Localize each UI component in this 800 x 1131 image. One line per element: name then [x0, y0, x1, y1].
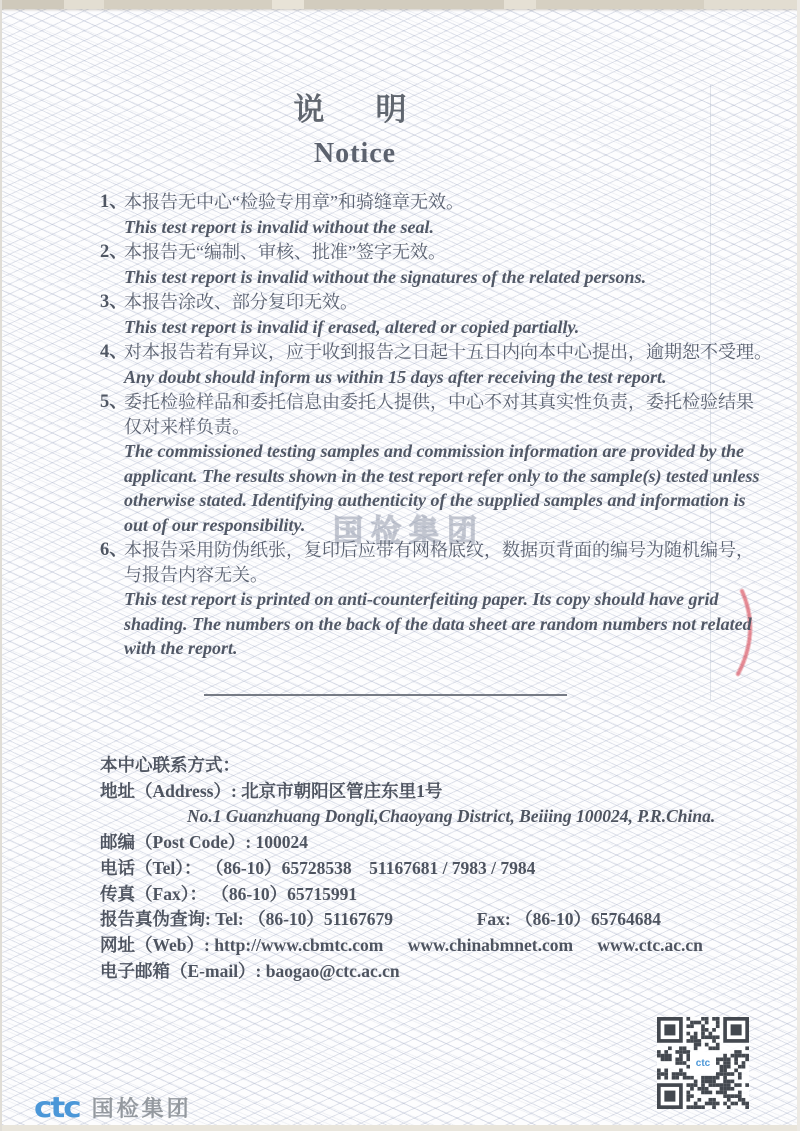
scan-edge-top [0, 0, 800, 9]
web-url-1: http://www.cbmtc.com [214, 934, 384, 955]
notice-item [100, 190, 760, 239]
contact-address [100, 779, 760, 805]
web-url-3: www.ctc.ac.cn [597, 934, 703, 955]
address-value: 北京市朝阳区管庄东里1号 [241, 780, 443, 801]
notice-line-cn: 委托检验样品和委托信息由委托人提供，中心不对其真实性负责，委托检验结果 [124, 392, 754, 412]
contact-postcode [100, 830, 760, 856]
notice-line-en: This test report is invalid if erased, altered or copied partially. [124, 316, 580, 337]
notice-item-number: 3、 [100, 292, 128, 312]
scan-edge-bottom [0, 1125, 800, 1131]
notice-item [100, 240, 760, 289]
notice-line-en: out of our responsibility. [124, 514, 306, 535]
web-label: 网址（Web）: [100, 934, 210, 955]
notice-line-cn: 对本报告若有异议，应于收到报告之日起十五日内向本中心提出，逾期恕不受理。 [124, 342, 772, 362]
notice-line-en: This test report is printed on anti-counterfeiting paper. Its copy should have grid [124, 589, 719, 609]
verify-tel-value: （86-10）51167679 [248, 909, 393, 930]
notice-line-cn: 与报告内容无关。 [124, 564, 268, 585]
notice-line-cn: 本报告采用防伪纸张，复印后应带有网格底纹，数据页背面的编号为随机编号， [124, 540, 754, 560]
notice-line-en: The commissioned testing samples and commission information are provided by the [124, 441, 745, 461]
page-title [0, 84, 710, 170]
contact-verify [100, 907, 760, 933]
verify-fax-value: （86-10）65764684 [515, 909, 661, 930]
tel-value: （86-10）65728538 51167681 / 7983 / 7984 [205, 857, 536, 878]
notice-item-number: 1、 [100, 192, 128, 212]
title-english: Notice [313, 138, 397, 169]
footer-brand [34, 1092, 192, 1123]
notice-item [100, 340, 772, 389]
notice-list [100, 190, 772, 662]
notice-line-en: shading. The numbers on the back of the data sheet are random numbers not related [124, 613, 752, 634]
notice-item [100, 290, 760, 339]
notice-line-en: otherwise stated. Identifying authenticity of the supplied samples and information is [124, 490, 746, 510]
contact-fax [100, 882, 760, 908]
notice-line-cn: 仅对来样负责。 [124, 416, 250, 437]
verify-fax-label: Fax: [476, 909, 511, 930]
anti-counterfeit-watermark: 国检集团 [333, 515, 485, 548]
tel-label: 电话（Tel）： [100, 857, 202, 878]
web-url-2: www.chinabmnet.com [407, 934, 574, 955]
notice-item [100, 390, 760, 537]
address-label: 地址（Address）: [100, 780, 237, 801]
brand-company-name: 国检集团 [91, 1096, 192, 1121]
notice-line-en: This test report is invalid without the signatures of the related persons. [124, 266, 647, 287]
contact-block [100, 753, 760, 984]
notice-item-number: 2、 [100, 242, 128, 262]
notice-line-en: applicant. The results shown in the test report refer only to the sample(s) tested unless [124, 465, 760, 486]
email-label: 电子邮箱（E-mail）: [100, 960, 262, 981]
divider-line [204, 694, 567, 696]
contact-heading: 本中心联系方式： [100, 755, 240, 775]
contact-web [100, 933, 760, 959]
notice-item [100, 538, 760, 661]
postcode-value: 100024 [255, 832, 309, 853]
notice-line-en: with the report. [124, 638, 238, 658]
notice-line-cn: 本报告无“编制、审核、批准”签字无效。 [124, 242, 446, 262]
qr-code [657, 1017, 749, 1109]
contact-address-english: No.1 Guanzhuang Dongli,Chaoyang District, Beiiing 100024, P.R.China. [187, 806, 716, 827]
notice-line-en: This test report is invalid without the seal. [124, 216, 435, 237]
notice-line-en: Any doubt should inform us within 15 days after receiving the test report. [124, 366, 667, 387]
verify-label: 报告真伪查询: Tel: [100, 909, 244, 930]
notice-line-cn: 本报告无中心“检验专用章”和骑缝章无效。 [124, 192, 464, 212]
notice-item-number: 5、 [100, 392, 128, 412]
title-chinese: 说 明 [293, 92, 417, 127]
qr-center-logo: ctc [690, 1052, 716, 1074]
postcode-label: 邮编（Post Code）: [100, 832, 252, 853]
fax-label: 传真（Fax）： [100, 883, 207, 904]
contact-tel [100, 856, 760, 882]
notice-line-cn: 本报告涂改、部分复印无效。 [124, 292, 358, 312]
email-value: baogao@ctc.ac.cn [265, 960, 400, 981]
fax-value: （86-10）65715991 [211, 883, 358, 904]
ctc-logo: ctc [34, 1090, 80, 1125]
notice-item-number: 4、 [100, 342, 128, 362]
contact-email [100, 959, 760, 985]
notice-item-number: 6、 [100, 540, 128, 560]
